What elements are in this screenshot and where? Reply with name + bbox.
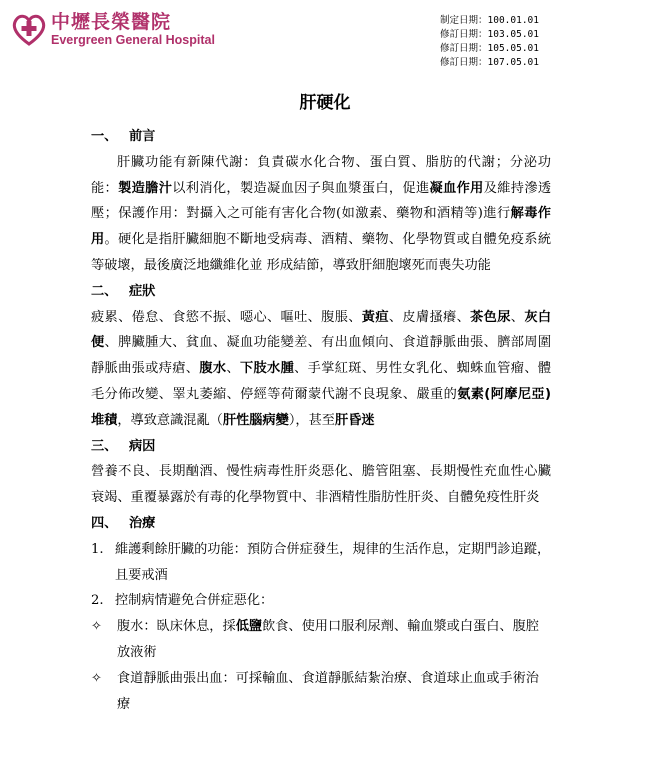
hospital-cross-heart-icon bbox=[10, 10, 48, 48]
section-number: 二、 bbox=[91, 283, 118, 299]
bullet-text: 食道靜脈曲張出血：可採輸血、食道靜脈結紮治療、食道球止血或手術治療 bbox=[117, 670, 539, 712]
hospital-logo bbox=[10, 10, 215, 48]
diamond-bullet-icon: ✧ bbox=[91, 619, 102, 635]
intro-paragraph: 肝臟功能有新陳代謝：負責碳水化合物、蛋白質、脂肪的代謝；分泌功能：製造膽汁以利消化，製造凝血因子與血漿蛋白，促進凝血作用及維持滲透壓；保護作用：對攝入之可能有害化合物(如激素、藥物和酒精等)進行解毒作用。硬化是指肝臟細胞不斷地受病毒、酒精、藥物、化學物質或自體免疫系統等破壞，最後廣泛地纖維化並 形成結節，導致肝細胞壞死而喪失功能 bbox=[91, 154, 552, 273]
revision-date: 修訂日期：105.05.01 bbox=[440, 43, 539, 54]
section-title: 前言 bbox=[129, 129, 156, 144]
item-number: 1. bbox=[91, 541, 104, 557]
established-date: 制定日期：100.01.01 bbox=[440, 15, 539, 26]
document-title: 肝硬化 bbox=[299, 93, 351, 113]
causes-paragraph: 營養不良、長期酗酒、慢性病毒性肝炎惡化、膽管阻塞、長期慢性充血性心臟衰竭、重覆暴露於有毒的化學物質中、非酒精性脂肪性肝炎、自體免疫性肝炎 bbox=[91, 464, 551, 506]
revision-date: 修訂日期：103.05.01 bbox=[440, 29, 539, 40]
section-heading-causes bbox=[91, 434, 551, 460]
symptoms-paragraph: 疲累、倦怠、食慾不振、噁心、嘔吐、腹脹、黃疸、皮膚搔癢、茶色尿、灰白便、脾臟腫大、貧血、凝血功能變差、有出血傾向、食道靜脈曲張、臍部周圍靜脈曲張或痔瘡、腹水、下肢水腫、手掌紅斑、男性女乳化、蜘蛛血管瘤、體毛分佈改變、睪丸萎縮、停經等荷爾蒙代謝不良現象、嚴重的氨素(阿摩尼亞)堆積，導致意識混亂（肝性腦病變），甚至肝昏迷 bbox=[91, 309, 552, 428]
section-number: 三、 bbox=[91, 438, 118, 454]
section-title: 症狀 bbox=[129, 283, 156, 299]
bullet-text: 腹水：臥床休息，採低鹽飲食、使用口服利尿劑、輸血漿或白蛋白、腹腔放液術 bbox=[117, 619, 539, 660]
section-title: 病因 bbox=[129, 438, 156, 454]
section-number: 一、 bbox=[91, 129, 118, 144]
section-title: 治療 bbox=[129, 515, 156, 531]
section-heading-symptoms bbox=[91, 279, 551, 305]
treatment-bullet bbox=[91, 614, 551, 666]
diamond-bullet-icon: ✧ bbox=[91, 670, 102, 686]
treatment-item bbox=[91, 537, 551, 589]
revision-date: 修訂日期：107.05.01 bbox=[440, 57, 539, 68]
item-text: 控制病情避免合併症惡化： bbox=[115, 593, 274, 609]
section-heading-treatment bbox=[91, 511, 551, 537]
hospital-name-en: Evergreen General Hospital bbox=[51, 32, 215, 47]
section-number: 四、 bbox=[91, 515, 118, 531]
item-number: 2. bbox=[91, 593, 104, 609]
item-text: 維護剩餘肝臟的功能：預防合併症發生，規律的生活作息，定期門診追蹤，且要戒酒 bbox=[115, 541, 551, 583]
treatment-item bbox=[91, 588, 551, 614]
document-body bbox=[91, 124, 551, 717]
hospital-name-cn: 中壢長榮醫院 bbox=[51, 10, 172, 33]
treatment-bullet bbox=[91, 666, 551, 718]
section-heading-intro bbox=[91, 124, 551, 150]
revision-dates bbox=[440, 14, 539, 70]
